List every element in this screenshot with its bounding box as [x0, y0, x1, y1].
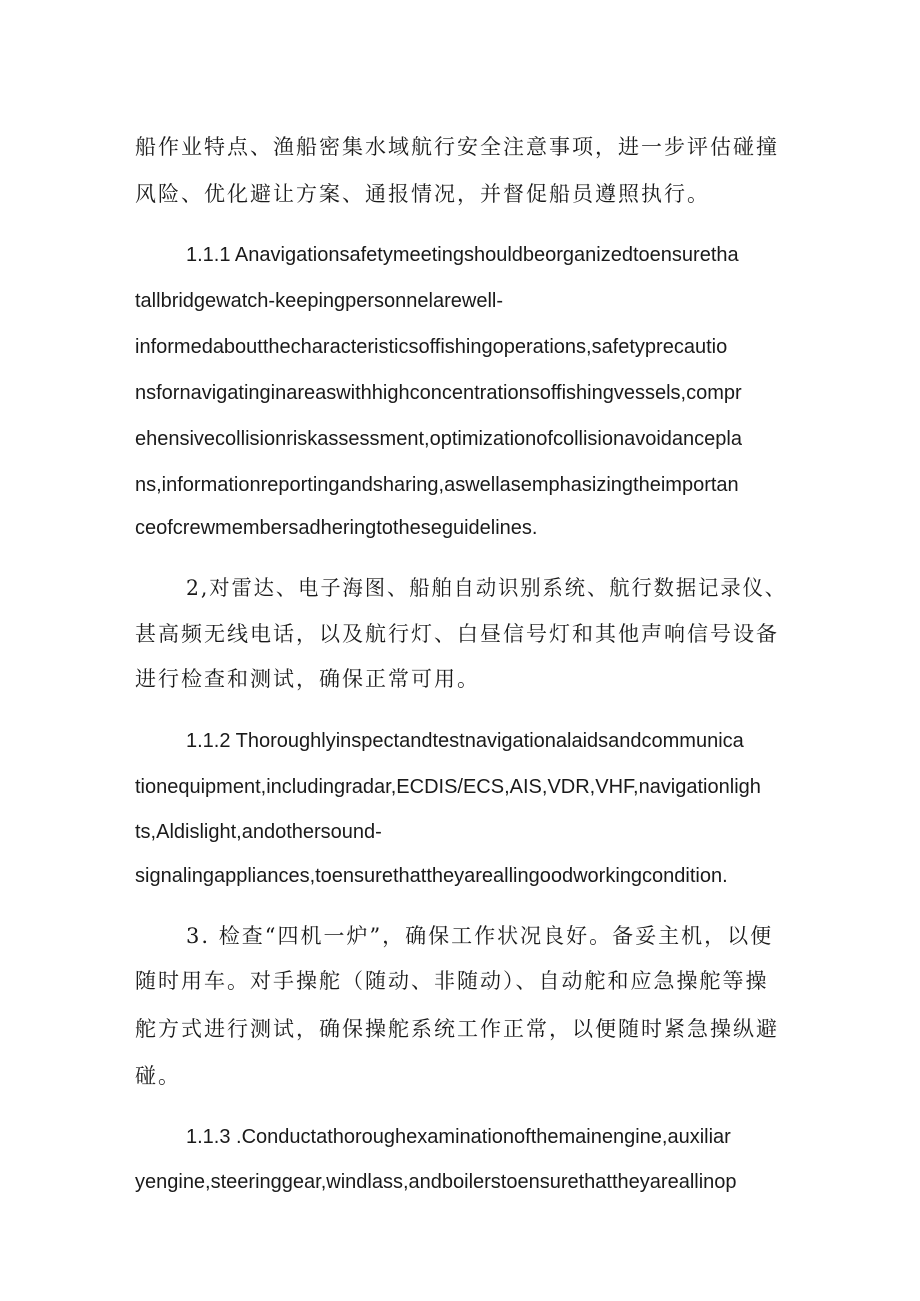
text-line: 进行检查和测试，确保正常可用。 [135, 667, 480, 691]
text-line: 随时用车。对手操舵（随动、非随动）、自动舵和应急操舵等操 [135, 969, 769, 993]
text-line: ts,Aldislight,andothersound- [135, 821, 382, 843]
text-line: 风险、优化避让方案、通报情况，并督促船员遵照执行。 [135, 182, 710, 206]
text-line: informedaboutthecharacteristicsoffishingoperations,safetyprecautio [135, 336, 728, 358]
text-line: 碰。 [135, 1064, 181, 1088]
text-line: yengine,steeringgear,windlass,andboilerstoensurethattheyareallinop [135, 1171, 737, 1193]
text-line: signalingappliances,toensurethattheyareallingoodworkingcondition. [135, 865, 728, 887]
text-line: 1.1.2 Thoroughlyinspectandtestnavigationalaidsandcommunica [186, 730, 744, 752]
text-line: 舵方式进行测试，确保操舵系统工作正常，以便随时紧急操纵避 [135, 1017, 779, 1041]
text-line: tallbridgewatch-keepingpersonnelarewell- [135, 290, 503, 312]
text-line: 3. 检查“四机一炉”，确保工作状况良好。备妥主机，以便 [186, 924, 774, 948]
text-line: 船作业特点、渔船密集水域航行安全注意事项，进一步评估碰撞 [135, 135, 779, 159]
text-line: 2,对雷达、电子海图、船舶自动识别系统、航行数据记录仪、 [186, 576, 788, 600]
text-line: 1.1.3 .Conductathoroughexaminationofthemainengine,auxiliar [186, 1126, 731, 1148]
text-line: nsfornavigatinginareaswithhighconcentrationsoffishingvessels,compr [135, 382, 742, 404]
text-line: ehensivecollisionriskassessment,optimizationofcollisionavoidancepla [135, 428, 742, 450]
text-line: ns,informationreportingandsharing,aswellasemphasizingtheimportan [135, 474, 739, 496]
text-line: 甚高频无线电话，以及航行灯、白昼信号灯和其他声响信号设备 [135, 622, 779, 646]
text-line: ceofcrewmembersadheringtotheseguidelines. [135, 517, 538, 539]
text-line: tionequipment,includingradar,ECDIS/ECS,AIS,VDR,VHF,navigationligh [135, 776, 761, 798]
text-line: 1.1.1 Anavigationsafetymeetingshouldbeorganizedtoensuretha [186, 244, 739, 266]
